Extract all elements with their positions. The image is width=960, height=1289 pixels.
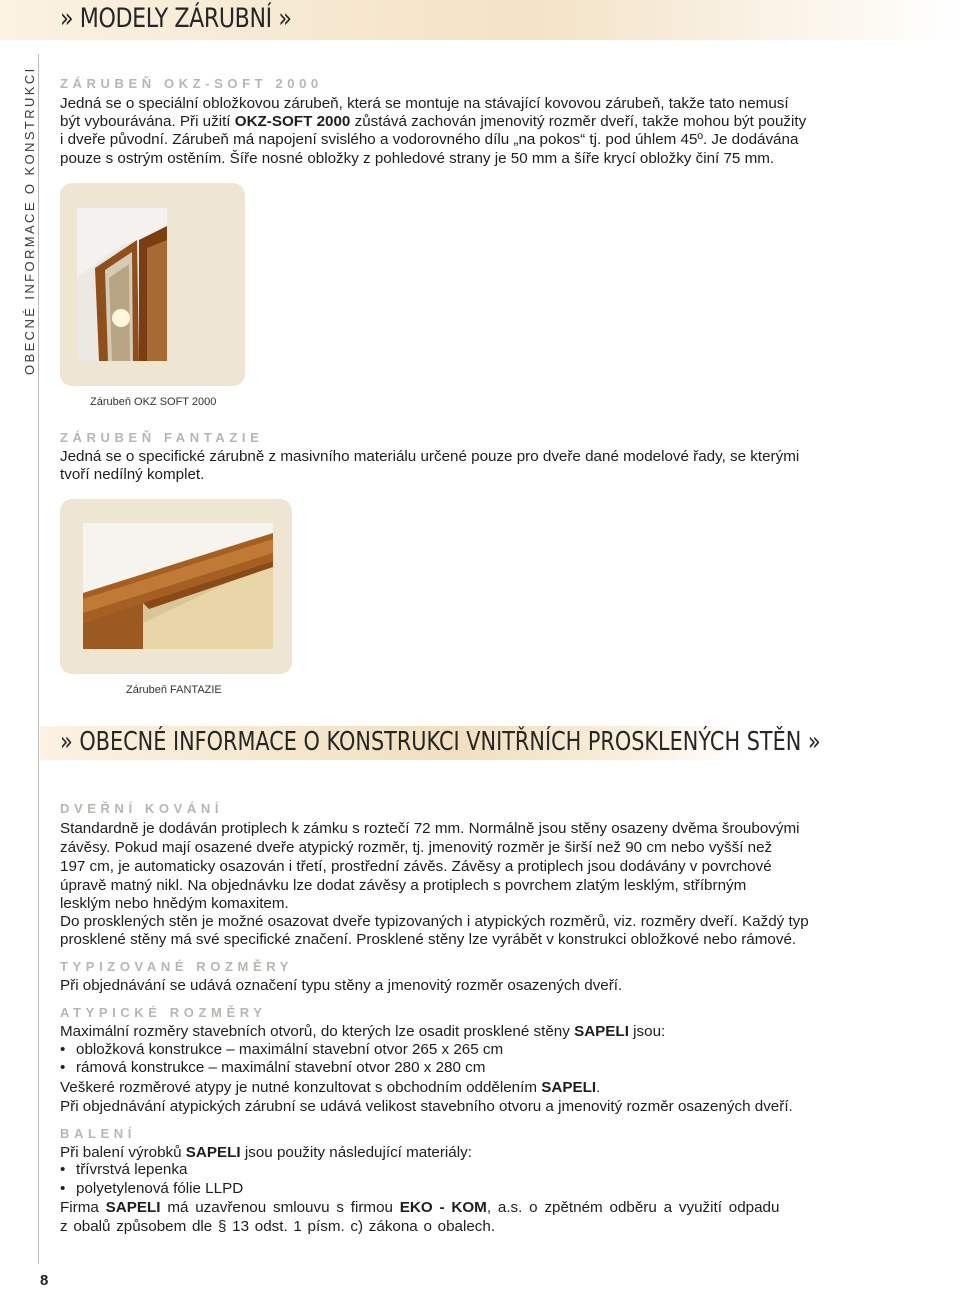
kovani-line-4: úpravě matný nikl. Na objednávku lze dodat závěsy a protiplech s povrchem zlatým lesklým, stříbrným (60, 877, 747, 894)
okz-line-3: i dveře původní. Zárubeň má napojení svislého a vodorovného dílu „na pokos“ tj. pod úhlem 45º. Je dodávána (60, 131, 799, 148)
kovani-line-7: prosklené stěny má své specifické značení. Prosklené stěny lze vyrábět v konstrukci obložkové nebo rámové. (60, 931, 797, 948)
fantazie-line-2: tvoří nedílný komplet. (60, 466, 205, 483)
atypicke-heading: ATYPICKÉ ROZMĚRY (60, 1005, 267, 1020)
fantazie-heading: ZÁRUBEŇ FANTAZIE (60, 430, 264, 445)
fantazie-line-1: Jedná se o specifické zárubně z masivního materiálu určené pouze pro dveře dané modelové řady, se kterými (60, 448, 800, 465)
kovani-line-6: Do prosklených stěn je možné osazovat dveře typizovaných i atypických rozměrů, viz. rozměry dveří. Každý typ (60, 913, 809, 930)
kovani-line-1: Standardně je dodáván protiplech k zámku s roztečí 72 mm. Normálně jsou stěny osazeny dvěma šroubovými (60, 820, 800, 837)
okz-caption: Zárubeň OKZ SOFT 2000 (90, 396, 217, 408)
fantazie-caption: Zárubeň FANTAZIE (126, 684, 222, 696)
baleni-line-1: Firma SAPELI má uzavřenou smlouvu s firmou EKO - KOM, a.s. o zpětném odběru a využití odpadu (60, 1199, 780, 1216)
page-number: 8 (40, 1272, 49, 1289)
okz-heading: ZÁRUBEŇ OKZ-SOFT 2000 (60, 76, 323, 91)
typizovane-heading: TYPIZOVANÉ ROZMĚRY (60, 959, 294, 974)
atypicke-intro: Maximální rozměry stavebních otvorů, do kterých lze osadit prosklené stěny SAPELI jsou: (60, 1023, 666, 1040)
atypicke-bullet-1: • obložková konstrukce – maximální stavební otvor 265 x 265 cm (60, 1041, 504, 1058)
okz-line-2: být vybourávána. Při užití OKZ-SOFT 2000 zůstává zachován jmenovitý rozměr dveří, takže mohou být použity (60, 113, 807, 130)
baleni-bullet-2: • polyetylenová fólie LLPD (60, 1180, 244, 1197)
baleni-intro: Při balení výrobků SAPELI jsou použity následující materiály: (60, 1144, 472, 1161)
atypicke-line-4: Při objednávání atypických zárubní se udává velikost stavebního otvoru a jmenovitý rozměr osazených dveří. (60, 1098, 793, 1115)
okz-frame-photo (77, 208, 167, 361)
okz-line-4: pouze s ostrým ostěním. Šíře nosné obložky z pohledové strany je 50 mm a šíře krycí obložky činí 75 mm. (60, 150, 775, 167)
sidebar-divider (38, 54, 39, 1264)
atypicke-bullet-2: • rámová konstrukce – maximální stavební otvor 280 x 280 cm (60, 1059, 486, 1076)
fantazie-frame-photo (83, 523, 273, 649)
okz-line-1: Jedná se o speciální obložkovou zárubeň, která se montuje na stávající kovovou zárubeň, takže tato nemusí (60, 95, 789, 112)
atypicke-line-3: Veškeré rozměrové atypy je nutné konzultovat s obchodním oddělením SAPELI. (60, 1079, 601, 1096)
kovani-line-3: 197 cm, je automaticky osazován i třetí, prostřední závěs. Závěsy a protiplech jsou dodávány v povrchové (60, 858, 772, 875)
sidebar-vertical-label: OBECNÉ INFORMACE O KONSTRUKCI (22, 66, 37, 375)
baleni-bullet-1: • třívrstvá lepenka (60, 1161, 188, 1178)
kovani-line-2: závěsy. Pokud mají osazené dveře atypický rozměr, tj. jmenovitý rozměr je širší než 90 cm nebo vyšší než (60, 839, 773, 856)
kovani-line-5: lesklým nebo hnědým komaxitem. (60, 895, 289, 912)
kovani-heading: DVEŘNÍ KOVÁNÍ (60, 801, 224, 816)
typizovane-line-1: Při objednávání se udává označení typu stěny a jmenovitý rozměr osazených dveří. (60, 977, 623, 994)
section2-title: » OBECNÉ INFORMACE O KONSTRUKCI VNITŘNÍCH PROSKLENÝCH STĚN » (60, 727, 821, 757)
page-title: » MODELY ZÁRUBNÍ » (60, 3, 292, 34)
baleni-line-2: z obalů způsobem dle § 13 odst. 1 písm. c) zákona o obalech. (60, 1218, 496, 1235)
baleni-heading: BALENÍ (60, 1126, 136, 1141)
